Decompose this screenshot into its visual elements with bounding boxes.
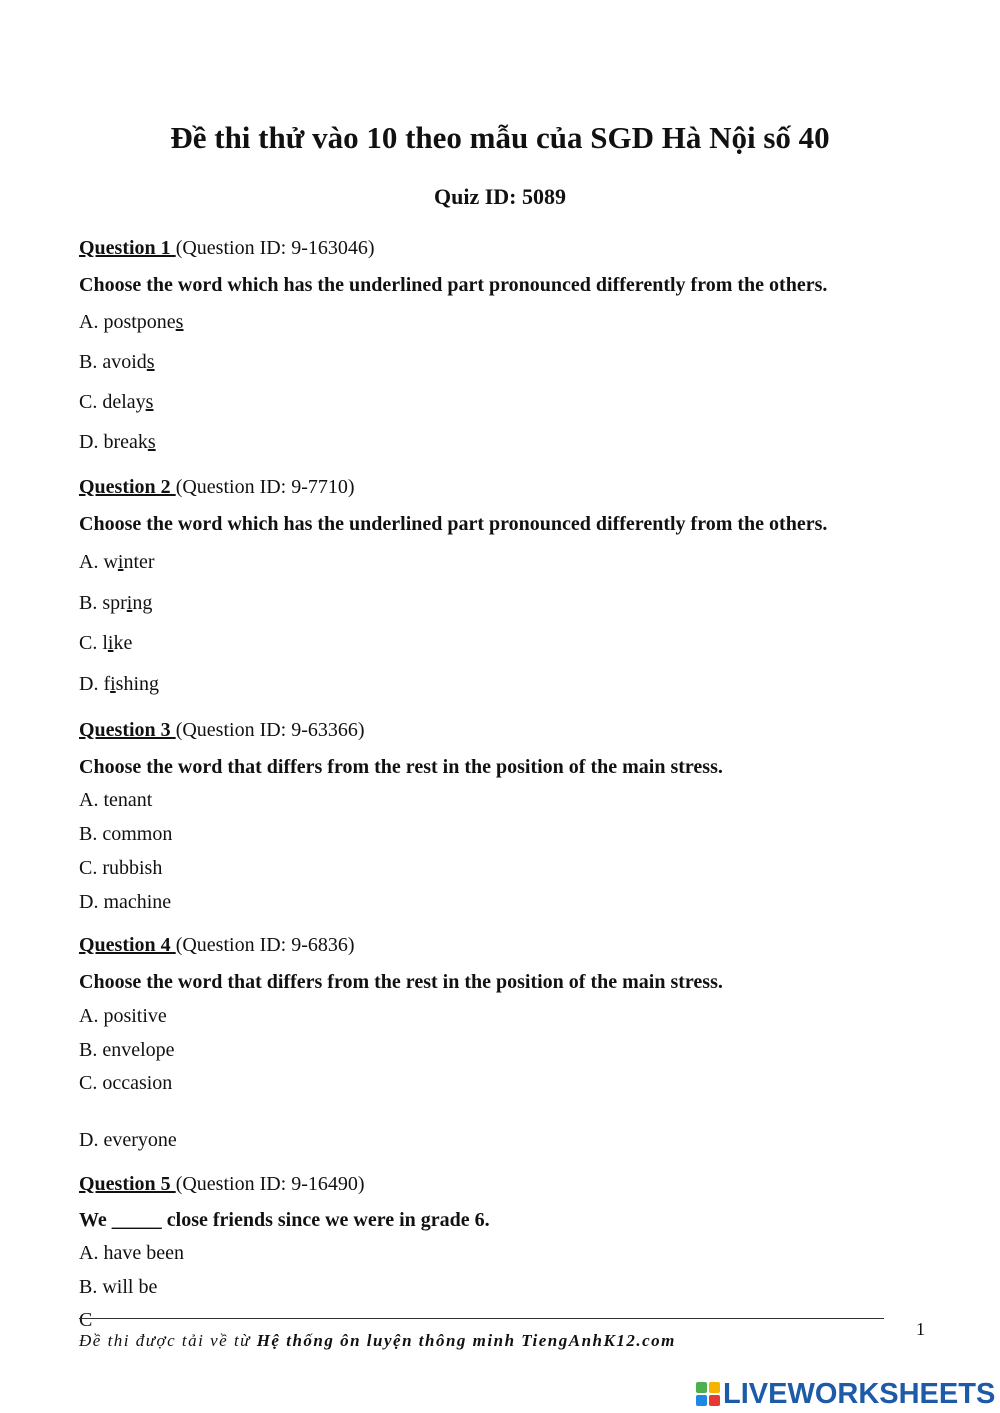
question-5-option-b[interactable]: B. will be <box>79 1276 158 1298</box>
question-3-option-a[interactable]: A. tenant <box>79 789 153 811</box>
question-1-header <box>79 235 375 261</box>
question-5-header <box>79 1171 365 1197</box>
question-label: Question 1 <box>79 237 176 259</box>
question-2-instruction: Choose the word which has the underlined part pronounced differently from the others. <box>79 513 828 535</box>
question-1-option-a[interactable]: A. postpones <box>79 311 184 333</box>
question-1-option-b[interactable]: B. avoids <box>79 351 155 373</box>
footer-source: Đề thi được tải về từ Hệ thống ôn luyện thông minh TiengAnhK12.com <box>79 1331 676 1350</box>
question-3-header <box>79 717 365 743</box>
footer-divider <box>79 1318 884 1319</box>
question-3-instruction: Choose the word that differs from the rest in the position of the main stress. <box>79 756 723 778</box>
question-4-option-b[interactable]: B. envelope <box>79 1039 175 1061</box>
brand-name: LIVEWORKSHEETS <box>723 1378 996 1410</box>
question-3-option-d[interactable]: D. machine <box>79 891 172 913</box>
question-5-option-a[interactable]: A. have been <box>79 1242 184 1264</box>
question-label: Question 4 <box>79 934 176 956</box>
question-label: Question 5 <box>79 1173 176 1195</box>
question-2-option-d[interactable]: D. fishing <box>79 673 160 695</box>
question-4-option-c[interactable]: C. occasion <box>79 1072 173 1094</box>
question-id: (Question ID: 9-7710) <box>175 476 355 498</box>
question-4-header <box>79 932 355 958</box>
question-2-option-c[interactable]: C. like <box>79 632 133 654</box>
question-1-instruction: Choose the word which has the underlined part pronounced differently from the others. <box>79 274 828 296</box>
liveworksheets-logo-icon <box>696 1382 720 1406</box>
question-4-option-d[interactable]: D. everyone <box>79 1129 177 1151</box>
question-id: (Question ID: 9-63366) <box>175 719 365 741</box>
document-title: Đề thi thử vào 10 theo mẫu của SGD Hà Nội số 40 <box>170 120 830 155</box>
question-3-option-b[interactable]: B. common <box>79 823 173 845</box>
quiz-id: Quiz ID: 5089 <box>434 184 566 209</box>
question-1-option-d[interactable]: D. breaks <box>79 431 156 453</box>
page-number: 1 <box>916 1319 925 1339</box>
question-label: Question 3 <box>79 719 176 741</box>
question-4-option-a[interactable]: A. positive <box>79 1005 167 1027</box>
question-id: (Question ID: 9-6836) <box>175 934 355 956</box>
question-2-option-b[interactable]: B. spring <box>79 592 153 614</box>
question-label: Question 2 <box>79 476 176 498</box>
footer-source-name: Hệ thống ôn luyện thông minh TiengAnhK12.com <box>256 1331 676 1350</box>
liveworksheets-brand[interactable] <box>696 1377 995 1411</box>
question-5-instruction: We _____ close friends since we were in grade 6. <box>79 1209 490 1231</box>
question-5-option-c-cutoff: C <box>79 1309 93 1331</box>
question-id: (Question ID: 9-16490) <box>175 1173 365 1195</box>
question-2-header <box>79 474 355 500</box>
question-1-option-c[interactable]: C. delays <box>79 391 154 413</box>
question-4-instruction: Choose the word that differs from the rest in the position of the main stress. <box>79 971 723 993</box>
question-3-option-c[interactable]: C. rubbish <box>79 857 163 879</box>
question-2-option-a[interactable]: A. winter <box>79 551 155 573</box>
question-id: (Question ID: 9-163046) <box>175 237 375 259</box>
